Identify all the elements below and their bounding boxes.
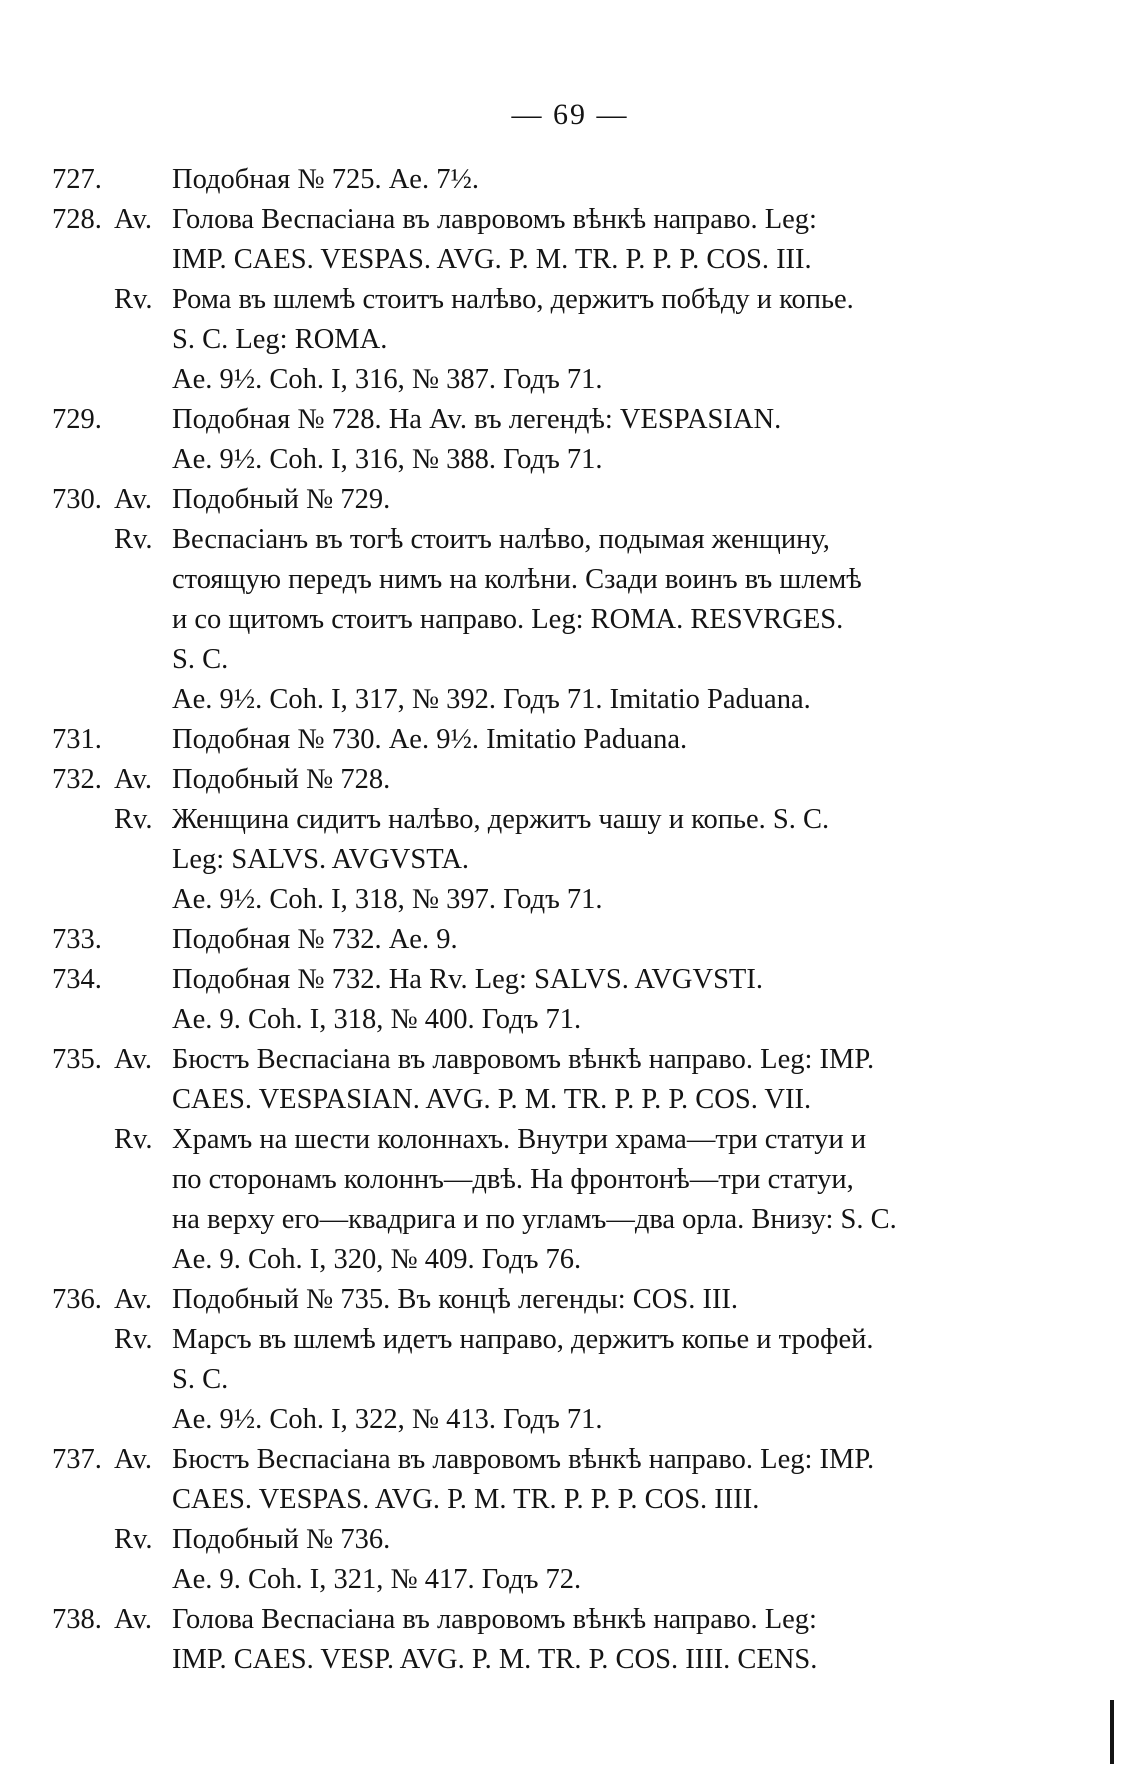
side-tag: Rv. bbox=[114, 804, 153, 835]
line-text: S. C. Leg: ROMA. bbox=[172, 324, 388, 355]
line-text: Ae. 9½. Coh. I, 322, № 413. Годъ 71. bbox=[172, 1404, 603, 1435]
text-line bbox=[52, 1640, 817, 1680]
text-line bbox=[52, 320, 387, 360]
text-line bbox=[52, 960, 763, 1000]
text-line bbox=[52, 520, 830, 560]
text-line bbox=[52, 880, 603, 920]
line-text: Веспасіанъ въ тогѣ стоитъ налѣво, подымая женщину, bbox=[172, 524, 830, 555]
side-tag: Av. bbox=[114, 484, 152, 515]
line-text: по сторонамъ колоннъ—двѣ. На фронтонѣ—три статуи, bbox=[172, 1164, 854, 1195]
side-tag: Av. bbox=[114, 1044, 152, 1075]
text-line bbox=[52, 1240, 581, 1280]
line-text: CAES. VESPAS. AVG. P. M. TR. P. P. P. COS. IIII. bbox=[172, 1484, 760, 1515]
text-line bbox=[52, 400, 781, 440]
text-line bbox=[52, 200, 817, 240]
line-text: Ae. 9. Coh. I, 320, № 409. Годъ 76. bbox=[172, 1244, 582, 1275]
text-line bbox=[52, 240, 812, 280]
line-text: S. C. bbox=[172, 1364, 229, 1395]
entry-number: 731. bbox=[52, 724, 102, 755]
line-text: Голова Веспасіана въ лавровомъ вѣнкѣ направо. Leg: bbox=[172, 1604, 817, 1635]
entry-number: 728. bbox=[52, 204, 102, 235]
entry-number: 730. bbox=[52, 484, 102, 515]
text-line bbox=[52, 1040, 874, 1080]
text-line bbox=[52, 760, 390, 800]
text-line bbox=[52, 560, 862, 600]
line-text: Ae. 9½. Coh. I, 316, № 387. Годъ 71. bbox=[172, 364, 603, 395]
side-tag: Rv. bbox=[114, 1324, 153, 1355]
entry-number: 736. bbox=[52, 1284, 102, 1315]
side-tag: Rv. bbox=[114, 1124, 153, 1155]
line-text: Подобная № 725. Ae. 7½. bbox=[172, 164, 479, 195]
entry-number: 735. bbox=[52, 1044, 102, 1075]
line-text: Подобный № 728. bbox=[172, 764, 391, 795]
text-line bbox=[52, 1400, 603, 1440]
text-line bbox=[52, 480, 390, 520]
line-text: Подобный № 729. bbox=[172, 484, 391, 515]
side-tag: Av. bbox=[114, 1604, 152, 1635]
side-tag: Av. bbox=[114, 1444, 152, 1475]
line-text: S. C. bbox=[172, 644, 229, 675]
text-line bbox=[52, 840, 469, 880]
line-text: Подобный № 736. bbox=[172, 1524, 391, 1555]
text-line bbox=[52, 640, 228, 680]
text-line bbox=[52, 1320, 873, 1360]
entry-number: 733. bbox=[52, 924, 102, 955]
entry-number: 734. bbox=[52, 964, 102, 995]
text-line bbox=[52, 1120, 866, 1160]
text-line bbox=[52, 1160, 854, 1200]
line-text: CAES. VESPASIAN. AVG. P. M. TR. P. P. P. COS. VII. bbox=[172, 1084, 812, 1115]
text-line bbox=[52, 1080, 811, 1120]
page-number: — 69 — bbox=[511, 98, 629, 131]
line-text: Ae. 9½. Coh. I, 317, № 392. Годъ 71. Imitatio Paduana. bbox=[172, 684, 811, 715]
entry-number: 729. bbox=[52, 404, 102, 435]
text-line bbox=[52, 1480, 759, 1520]
line-text: Ae. 9. Coh. I, 321, № 417. Годъ 72. bbox=[172, 1564, 582, 1595]
text-line bbox=[52, 440, 603, 480]
text-line bbox=[52, 800, 829, 840]
text-line bbox=[52, 160, 479, 200]
entry-number: 732. bbox=[52, 764, 102, 795]
line-text: IMP. CAES. VESPAS. AVG. P. M. TR. P. P. P. COS. III. bbox=[172, 244, 812, 275]
text-line bbox=[52, 1560, 581, 1600]
line-text: Подобная № 732. Ae. 9. bbox=[172, 924, 458, 955]
text-line bbox=[52, 1440, 874, 1480]
side-tag: Rv. bbox=[114, 524, 153, 555]
line-text: Подобная № 730. Ae. 9½. Imitatio Paduana. bbox=[172, 724, 688, 755]
line-text: Бюстъ Веспасіана въ лавровомъ вѣнкѣ направо. Leg: IMP. bbox=[172, 1044, 875, 1075]
line-text: Храмъ на шести колоннахъ. Внутри храма—три статуи и bbox=[172, 1124, 867, 1155]
line-text: Голова Веспасіана въ лавровомъ вѣнкѣ направо. Leg: bbox=[172, 204, 817, 235]
line-text: Подобная № 728. На Av. въ легендѣ: VESPASIAN. bbox=[172, 404, 782, 435]
line-text: Подобная № 732. На Rv. Leg: SALVS. AVGVSTI. bbox=[172, 964, 763, 995]
entry-number: 727. bbox=[52, 164, 102, 195]
text-line bbox=[52, 280, 854, 320]
text-line bbox=[52, 1520, 390, 1560]
text-line bbox=[52, 1360, 228, 1400]
side-tag: Av. bbox=[114, 1284, 152, 1315]
side-tag: Rv. bbox=[114, 284, 153, 315]
text-line bbox=[52, 1000, 581, 1040]
text-line bbox=[52, 1600, 817, 1640]
side-tag: Av. bbox=[114, 764, 152, 795]
edge-mark bbox=[1110, 1700, 1114, 1764]
line-text: Женщина сидитъ налѣво, держитъ чашу и копье. S. C. bbox=[172, 804, 830, 835]
entry-number: 738. bbox=[52, 1604, 102, 1635]
line-text: стоящую передъ нимъ на колѣни. Сзади воинъ въ шлемѣ bbox=[172, 564, 862, 595]
text-line bbox=[52, 920, 458, 960]
text-line bbox=[52, 360, 603, 400]
text-line bbox=[52, 720, 687, 760]
line-text: Рома въ шлемѣ стоитъ налѣво, держитъ побѣду и копье. bbox=[172, 284, 854, 315]
line-text: Ae. 9. Coh. I, 318, № 400. Годъ 71. bbox=[172, 1004, 582, 1035]
text-line bbox=[52, 1280, 738, 1320]
line-text: Подобный № 735. Въ концѣ легенды: COS. III. bbox=[172, 1284, 739, 1315]
text-line bbox=[52, 680, 811, 720]
line-text: Марсъ въ шлемѣ идетъ направо, держитъ копье и трофей. bbox=[172, 1324, 874, 1355]
line-text: IMP. CAES. VESP. AVG. P. M. TR. P. COS. IIII. CENS. bbox=[172, 1644, 818, 1675]
line-text: Leg: SALVS. AVGVSTA. bbox=[172, 844, 470, 875]
line-text: Ae. 9½. Coh. I, 318, № 397. Годъ 71. bbox=[172, 884, 603, 915]
line-text: Бюстъ Веспасіана въ лавровомъ вѣнкѣ направо. Leg: IMP. bbox=[172, 1444, 875, 1475]
side-tag: Av. bbox=[114, 204, 152, 235]
entry-number: 737. bbox=[52, 1444, 102, 1475]
text-line bbox=[52, 1200, 897, 1240]
line-text: и со щитомъ стоитъ направо. Leg: ROMA. RESVRGES. bbox=[172, 604, 844, 635]
side-tag: Rv. bbox=[114, 1524, 153, 1555]
text-line bbox=[52, 600, 843, 640]
line-text: на верху его—квадрига и по угламъ—два орла. Внизу: S. C. bbox=[172, 1204, 897, 1235]
line-text: Ae. 9½. Coh. I, 316, № 388. Годъ 71. bbox=[172, 444, 603, 475]
